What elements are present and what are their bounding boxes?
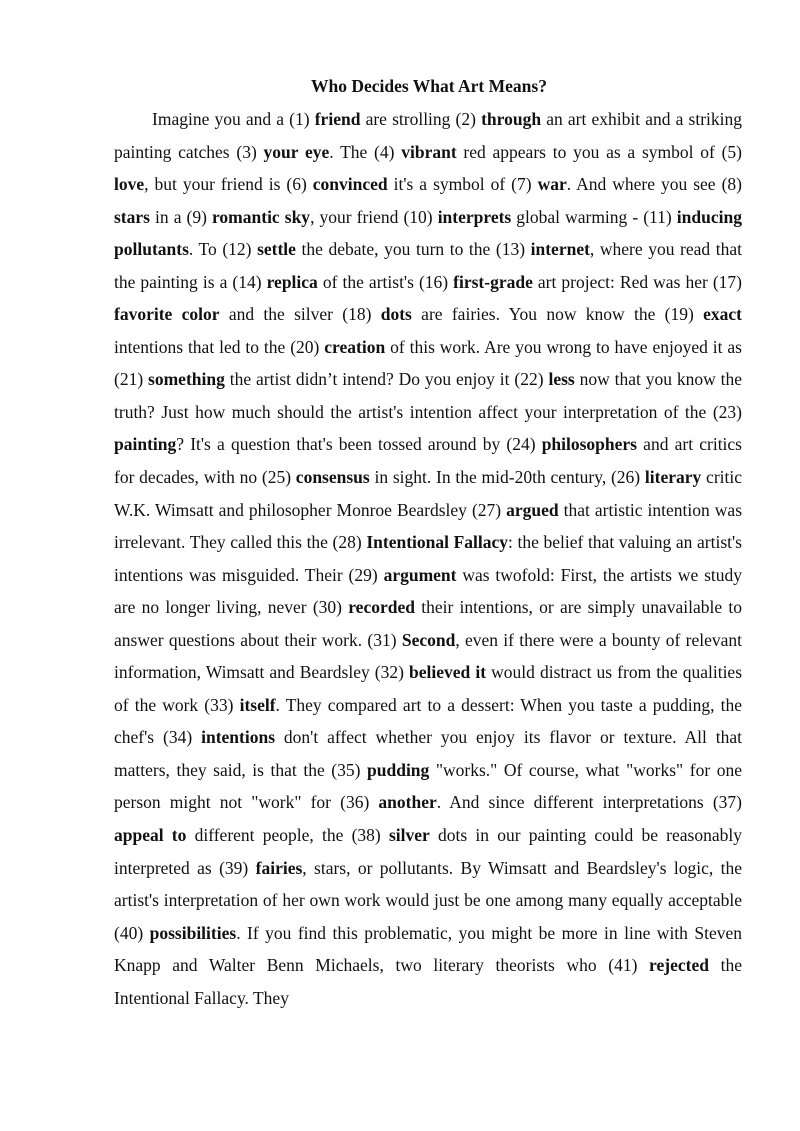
text-run: . And since different interpretations (37) — [436, 792, 743, 813]
keyword: inducing pollutants — [114, 206, 742, 260]
keyword: less — [548, 369, 575, 390]
text-run: would distract us from the qualities of the work (33) — [114, 662, 743, 715]
text-run: red appears to you as a symbol of (5) — [456, 141, 742, 162]
keyword: war — [537, 174, 567, 195]
keyword: rejected — [649, 955, 709, 976]
keyword: literary — [644, 467, 702, 488]
text-run: and art critics for decades, with no (25) — [114, 434, 742, 488]
text-run: . To (12) — [188, 239, 258, 260]
keyword: convinced — [312, 174, 388, 195]
keyword: favorite color — [114, 304, 220, 325]
keyword: recorded — [348, 597, 415, 618]
text-run: global warming - (11) — [511, 206, 677, 227]
text-run: the artist didn’t intend? Do you enjoy it (22) — [224, 369, 549, 390]
keyword: creation — [324, 336, 386, 357]
keyword: settle — [257, 239, 296, 260]
text-run: the Intentional Fallacy. They — [114, 955, 742, 1008]
text-run: don't affect whether you enjoy its flavor or texture. All that matters, they said, is that the (35) — [114, 727, 742, 780]
keyword: something — [148, 369, 225, 390]
keyword: another — [378, 792, 437, 813]
keyword: believed it — [409, 662, 487, 683]
text-run: art project: Red was her (17) — [532, 271, 742, 292]
keyword: stars — [114, 206, 150, 227]
keyword: intentions — [201, 727, 275, 748]
text-run: . If you find this problematic, you might be more in line with Steven Knapp and Walter Benn Michaels, two literary theorists who (41) — [114, 922, 742, 976]
text-run: Imagine you and a (1) — [152, 109, 315, 129]
keyword: exact — [703, 304, 742, 325]
keyword: love — [114, 174, 145, 195]
text-run: in a (9) — [149, 206, 212, 227]
keyword: philosophers — [541, 434, 637, 455]
text-run: the debate, you turn to the (13) — [295, 239, 531, 260]
keyword: Second — [401, 629, 456, 650]
keyword: dots — [380, 304, 412, 325]
text-run: , your friend (10) — [310, 206, 438, 227]
text-run: now that you know the truth? Just how much should the artist's intention affect your interpretation of the (23) — [114, 369, 743, 422]
text-run: "works." Of course, what "works" for one person might not "work" for (36) — [114, 759, 742, 813]
text-run: . They compared art to a dessert: When you taste a pudding, the chef's (34) — [114, 694, 742, 748]
text-run: it's a symbol of (7) — [387, 174, 538, 195]
text-run: . The (4) — [329, 141, 402, 162]
text-run: in sight. In the mid-20th century, (26) — [369, 467, 645, 488]
keyword: silver — [388, 825, 430, 846]
keyword: through — [481, 109, 542, 129]
document-title: Who Decides What Art Means? — [311, 76, 547, 96]
text-run: dots in our painting could be reasonably interpreted as (39) — [114, 825, 742, 878]
text-run: , where you read that the painting is a (14) — [114, 239, 742, 292]
keyword: interprets — [437, 206, 512, 227]
keyword: romantic sky — [211, 206, 311, 227]
keyword: Intentional Fallacy — [366, 532, 509, 553]
text-run: : the belief that valuing an artist's intentions was misguided. Their (29) — [114, 532, 742, 585]
body-paragraph — [114, 103, 742, 1014]
keyword: internet — [530, 239, 590, 260]
text-run: are fairies. You now know the (19) — [411, 304, 704, 325]
text-run: . And where you see (8) — [566, 174, 742, 195]
keyword: vibrant — [401, 141, 457, 162]
keyword: first-grade — [453, 271, 533, 292]
keyword: replica — [266, 271, 318, 292]
text-run: an art exhibit and a striking painting catches (3) — [114, 109, 743, 162]
text-run: , even if there were a bounty of relevant information, Wimsatt and Beardsley (32) — [114, 629, 742, 683]
keyword: appeal to — [114, 825, 187, 846]
text-run: ? It's a question that's been tossed around by (24) — [176, 434, 542, 455]
text-run: critic W.K. Wimsatt and philosopher Monroe Beardsley (27) — [114, 467, 743, 520]
keyword: argument — [383, 564, 457, 585]
text-run: of the artist's (16) — [317, 271, 454, 292]
keyword: pudding — [367, 759, 430, 780]
keyword: friend — [314, 109, 361, 129]
text-run: , but your friend is (6) — [144, 174, 313, 195]
text-run: and the silver (18) — [219, 304, 381, 325]
keyword: argued — [506, 499, 559, 520]
text-run: intentions that led to the (20) — [114, 336, 325, 357]
text-run: their intentions, or are simply unavailable to answer questions about their work. (31) — [114, 597, 742, 650]
keyword: consensus — [295, 467, 370, 488]
keyword: possibilities — [149, 922, 237, 943]
text-run: are strolling (2) — [360, 109, 482, 129]
text-run: different people, the (38) — [186, 825, 389, 846]
text-run: that artistic intention was irrelevant. They called this the (28) — [114, 499, 743, 553]
keyword: itself — [239, 694, 276, 715]
keyword: your eye — [263, 141, 330, 162]
keyword: fairies — [255, 857, 303, 878]
text-run: was twofold: First, the artists we study are no longer living, never (30) — [114, 564, 742, 618]
text-run: of this work. Are you wrong to have enjoyed it as (21) — [114, 336, 742, 390]
text-run: , stars, or pollutants. By Wimsatt and Beardsley's logic, the artist's interpretation of her own work would just be one among many equally acceptable (40) — [114, 857, 742, 943]
keyword: painting — [114, 434, 177, 455]
